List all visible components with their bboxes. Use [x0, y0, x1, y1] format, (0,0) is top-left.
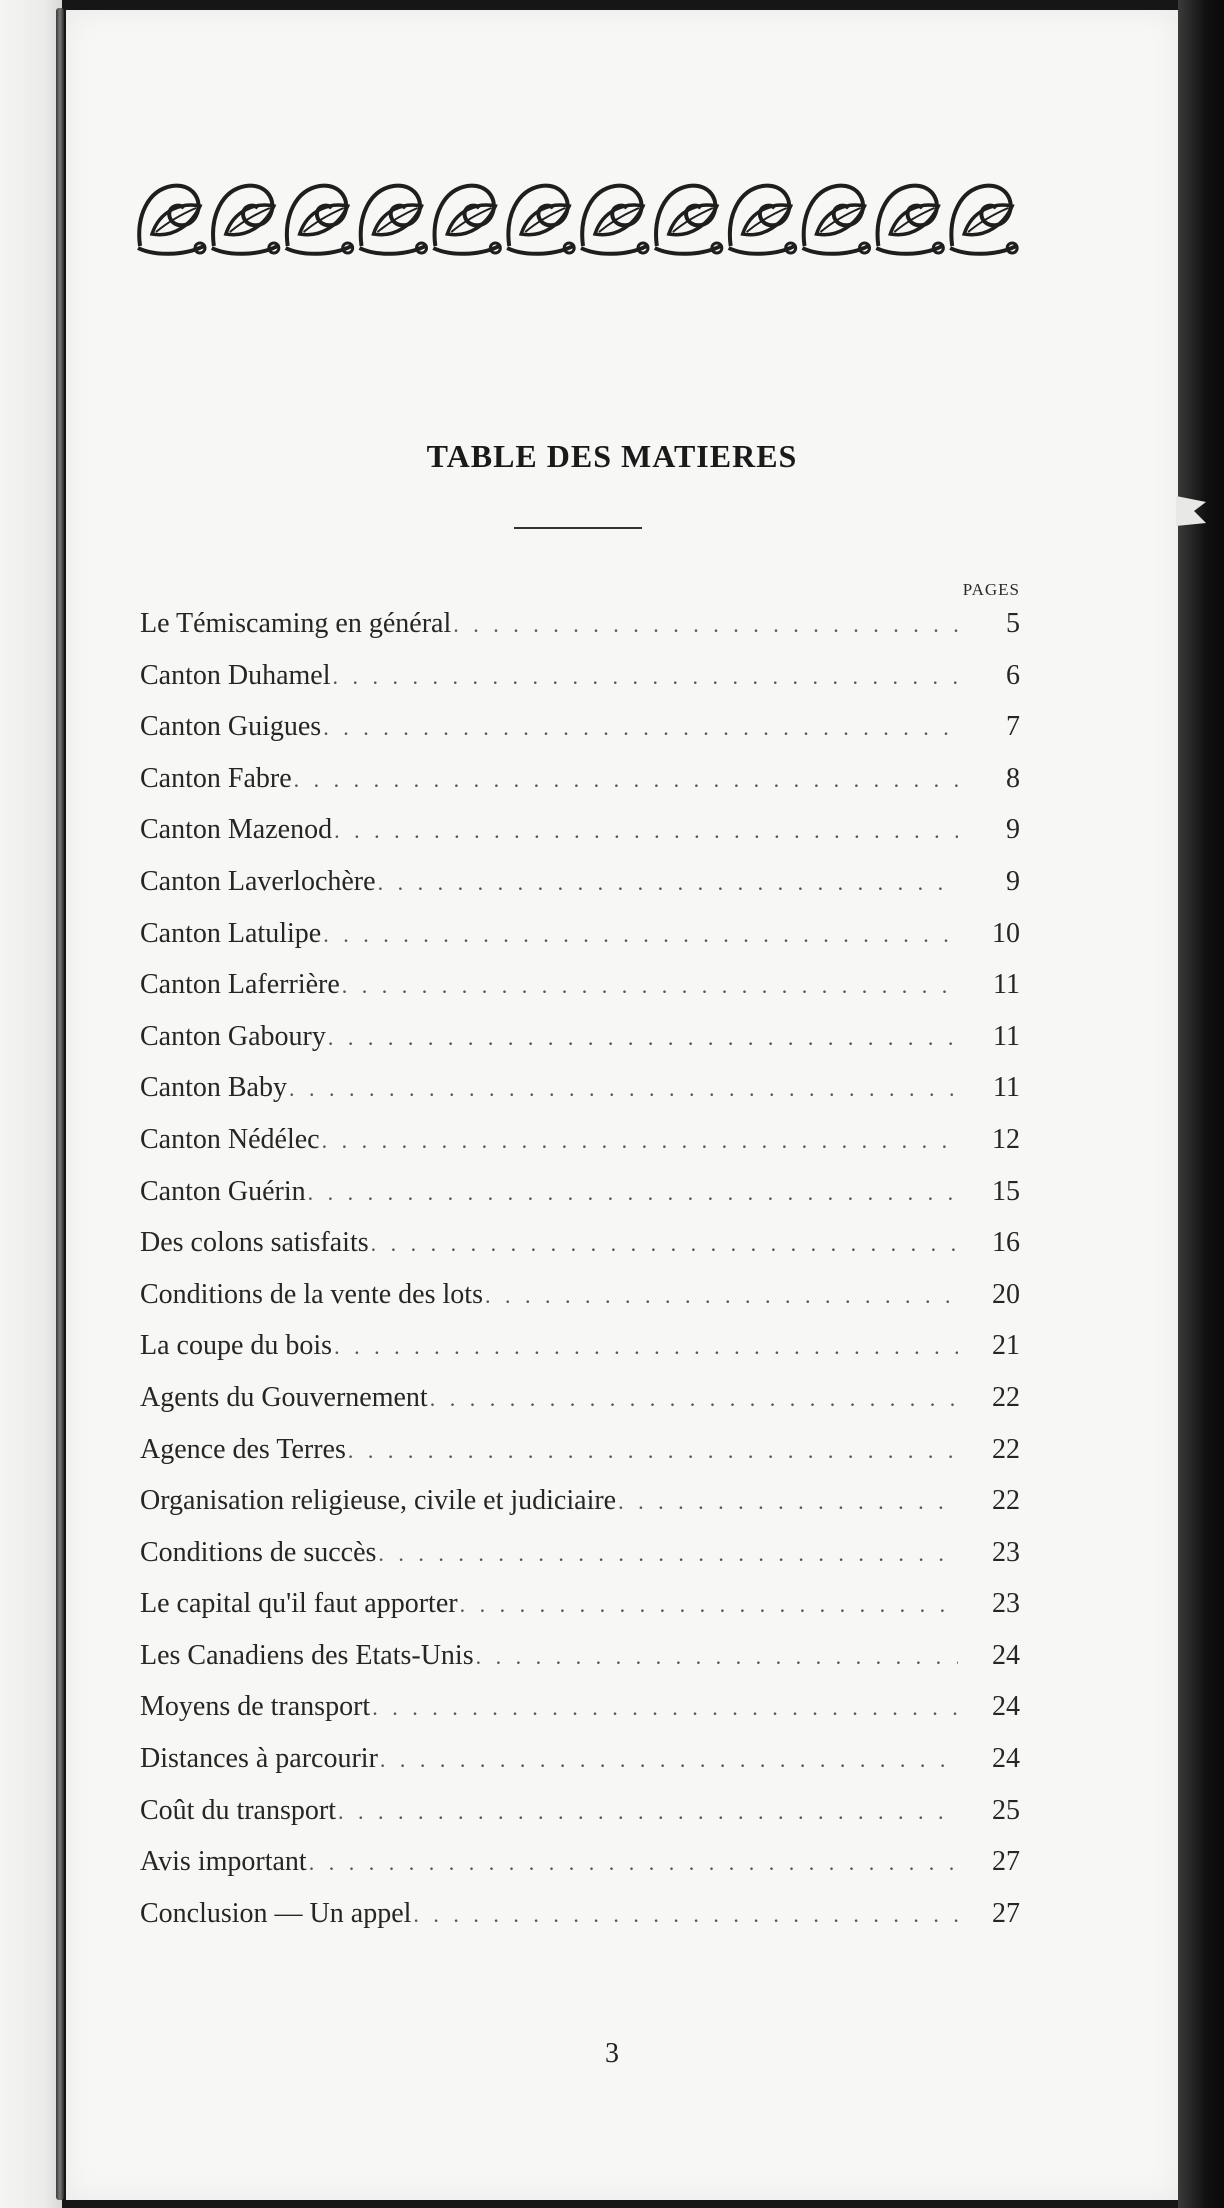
toc-entry-page: 21 [992, 1330, 1020, 1362]
pages-column-label: PAGES [962, 580, 1020, 599]
dot-leader [308, 1167, 958, 1219]
dot-leader [372, 1682, 958, 1734]
toc-entry-page: 12 [992, 1123, 1020, 1155]
toc-entry [140, 1217, 1020, 1269]
ornament-motif [803, 186, 870, 254]
toc-entry [140, 1836, 1020, 1888]
book-spine [56, 8, 64, 2200]
dot-leader [289, 1063, 958, 1115]
toc-entry-page: 9 [1006, 814, 1020, 846]
toc-entry [140, 1372, 1020, 1424]
toc-entry-title: Conditions de la vente des lots [140, 1278, 483, 1310]
toc-entry [140, 701, 1020, 753]
dot-leader [342, 960, 958, 1012]
toc-entry [140, 1888, 1020, 1940]
dot-leader [413, 1889, 958, 1941]
ornament-motif [581, 186, 648, 254]
dot-leader [378, 1528, 958, 1580]
toc-entry-page: 22 [992, 1433, 1020, 1465]
toc-entry-page: 27 [992, 1846, 1020, 1878]
toc-entry [140, 1166, 1020, 1218]
toc-entry-title: Distances à parcourir [140, 1743, 378, 1775]
toc-entry-page: 11 [993, 1020, 1020, 1052]
dot-leader [618, 1476, 958, 1528]
ornament-motif [729, 186, 796, 254]
toc-entry-page: 25 [992, 1794, 1020, 1826]
ornament-motif [286, 186, 353, 254]
toc-entry [140, 1681, 1020, 1733]
dot-leader [334, 1321, 958, 1373]
toc-entry-title: Conclusion — Un appel [140, 1897, 412, 1929]
page-number: 3 [605, 2038, 619, 2069]
toc-entry-title: Moyens de transport [140, 1691, 371, 1723]
toc-entry-page: 10 [992, 917, 1020, 949]
toc-entry-page: 24 [992, 1691, 1020, 1723]
dot-leader [294, 754, 958, 806]
toc-entry-title: Canton Nédélec [140, 1123, 320, 1155]
toc-entry [140, 598, 1020, 650]
toc-entry-title: Des colons satisfaits [140, 1227, 369, 1259]
toc-entry-page: 22 [992, 1381, 1020, 1413]
dot-leader [378, 857, 958, 909]
toc-entry-page: 11 [993, 1072, 1020, 1104]
toc-entry-title: Le Témiscaming en général [140, 608, 452, 639]
toc-entry-title: Canton Baby [140, 1072, 287, 1104]
dot-leader [333, 651, 958, 703]
toc-entry-title: La coupe du bois [140, 1330, 333, 1362]
page-title: TABLE DES MATIERES [426, 438, 798, 474]
toc-entry-page: 27 [992, 1897, 1020, 1929]
toc-entry-page: 24 [992, 1639, 1020, 1671]
dot-leader [460, 1579, 958, 1631]
toc-entry-title: Agence des Terres [140, 1433, 346, 1465]
toc-entry-page: 11 [993, 969, 1020, 1001]
ornament-motif [212, 186, 279, 254]
leaf-scroll-ornament-icon [134, 176, 1020, 262]
dot-leader [328, 1012, 958, 1064]
toc-entry [140, 1785, 1020, 1837]
ornament-motif [655, 186, 722, 254]
dot-leader [323, 702, 958, 754]
toc-entry-title: Les Canadiens des Etats-Unis [140, 1639, 474, 1671]
dot-leader [476, 1631, 958, 1683]
toc-entry-page: 23 [992, 1536, 1020, 1568]
ornament-motif [433, 186, 500, 254]
toc-entry-page: 24 [992, 1743, 1020, 1775]
toc-entry-title: Canton Gaboury [140, 1020, 326, 1052]
toc-entry [140, 1269, 1020, 1321]
dot-leader [323, 909, 958, 961]
toc-entry-page: 7 [1006, 711, 1020, 743]
dot-leader [430, 1373, 958, 1425]
toc-entry-page: 9 [1006, 865, 1020, 897]
toc-entry-title: Canton Laverlochère [140, 865, 376, 897]
toc-entry [140, 1475, 1020, 1527]
toc-entry-page: 23 [992, 1588, 1020, 1620]
toc-entry-title: Canton Duhamel [140, 659, 331, 691]
toc-entry [140, 1062, 1020, 1114]
dot-leader [380, 1734, 958, 1786]
ornament-motif [507, 186, 574, 254]
dot-leader [338, 1786, 958, 1838]
toc-entry-title: Canton Laferrière [140, 969, 340, 1001]
toc-entry-title: Organisation religieuse, civile et judiciaire [140, 1485, 617, 1517]
toc-entry [140, 1424, 1020, 1476]
toc-entry-title: Canton Fabre [140, 762, 292, 794]
dot-leader [334, 805, 958, 857]
page-edge-shadow [1178, 0, 1224, 2208]
toc-entry-page: 6 [1006, 659, 1020, 691]
ornament-motif [138, 186, 205, 254]
toc-entry [140, 1630, 1020, 1682]
dot-leader [322, 1115, 958, 1167]
toc-entry [140, 1733, 1020, 1785]
ornament-motif [876, 186, 943, 254]
toc-entry [140, 1114, 1020, 1166]
dot-leader [485, 1270, 958, 1322]
toc-entry-title: Le capital qu'il faut apporter [140, 1588, 458, 1620]
toc-entry-page: 16 [992, 1227, 1020, 1259]
table-of-contents [140, 598, 1020, 1939]
toc-entry [140, 856, 1020, 908]
toc-entry [140, 650, 1020, 702]
toc-entry-title: Canton Guigues [140, 711, 322, 743]
toc-entry [140, 1320, 1020, 1372]
ornament-motif [360, 186, 427, 254]
facing-page-edge [0, 0, 62, 2208]
toc-entry [140, 753, 1020, 805]
toc-entry [140, 1578, 1020, 1630]
toc-entry [140, 1011, 1020, 1063]
toc-entry-page: 5 [1006, 608, 1020, 639]
toc-entry-title: Avis important [140, 1846, 307, 1878]
ornament-motif [950, 186, 1017, 254]
title-divider [514, 527, 642, 529]
toc-entry-page: 20 [992, 1278, 1020, 1310]
toc-entry-page: 8 [1006, 762, 1020, 794]
dot-leader [453, 599, 958, 651]
toc-entry-title: Conditions de succès [140, 1536, 377, 1568]
dot-leader [348, 1425, 958, 1477]
toc-entry [140, 1527, 1020, 1579]
dot-leader [371, 1218, 958, 1270]
toc-entry [140, 908, 1020, 960]
dot-leader [309, 1837, 958, 1889]
toc-entry-page: 22 [992, 1485, 1020, 1517]
toc-entry-page: 15 [992, 1175, 1020, 1207]
toc-entry [140, 959, 1020, 1011]
toc-entry-title: Canton Latulipe [140, 917, 322, 949]
toc-entry-title: Canton Guérin [140, 1175, 306, 1207]
toc-entry-title: Agents du Gouvernement [140, 1381, 428, 1413]
toc-entry-title: Coût du transport [140, 1794, 336, 1826]
toc-entry [140, 804, 1020, 856]
toc-entry-title: Canton Mazenod [140, 814, 333, 846]
